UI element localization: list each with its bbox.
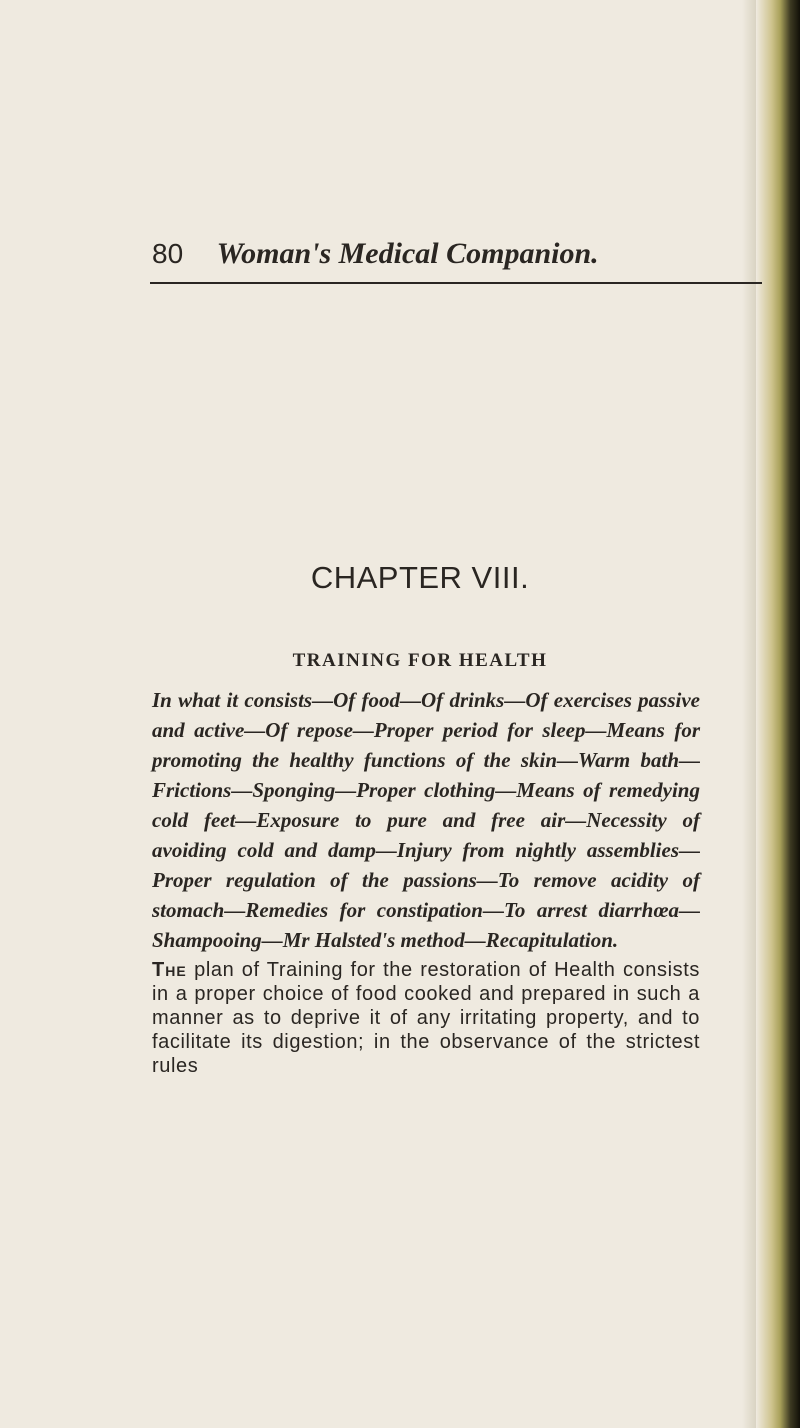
chapter-synopsis: In what it consists—Of food—Of drinks—Of exercises passive and active—Of repose—Proper period for sleep—Means for promoting the healthy functions of the skin—Warm bath—Frictions—Sponging—Proper clothing—Means of remedying cold feet—Exposure to pure and free air—Necessity of avoiding cold and damp—Injury from nightly assemblies—Proper regulation of the passions—To remove acidity of stomach—Remedies for constipation—To arrest diarrhœa—Shampooing—Mr Halsted's method—Recapitulation. [152,688,700,952]
body-paragraph [152,958,700,1078]
page-number: 80 [152,238,184,269]
page-edge [756,0,800,1428]
paragraph-text: plan of Training for the restoration of Health consists in a proper choice of food cooked and prepared in such a manner as to deprive it of any irritating property, and to facilitate its digestion; in the observance of the strictest rules [152,959,700,1077]
chapter-title: CHAPTER VIII. [310,560,530,595]
header-rule [150,282,762,284]
opening-word: The [152,959,187,981]
book-title: Woman's Medical Companion. [216,237,599,270]
chapter-subtitle: TRAINING FOR HEALTH [292,650,548,671]
running-head [152,236,599,272]
page-gutter-shadow [742,0,756,1428]
